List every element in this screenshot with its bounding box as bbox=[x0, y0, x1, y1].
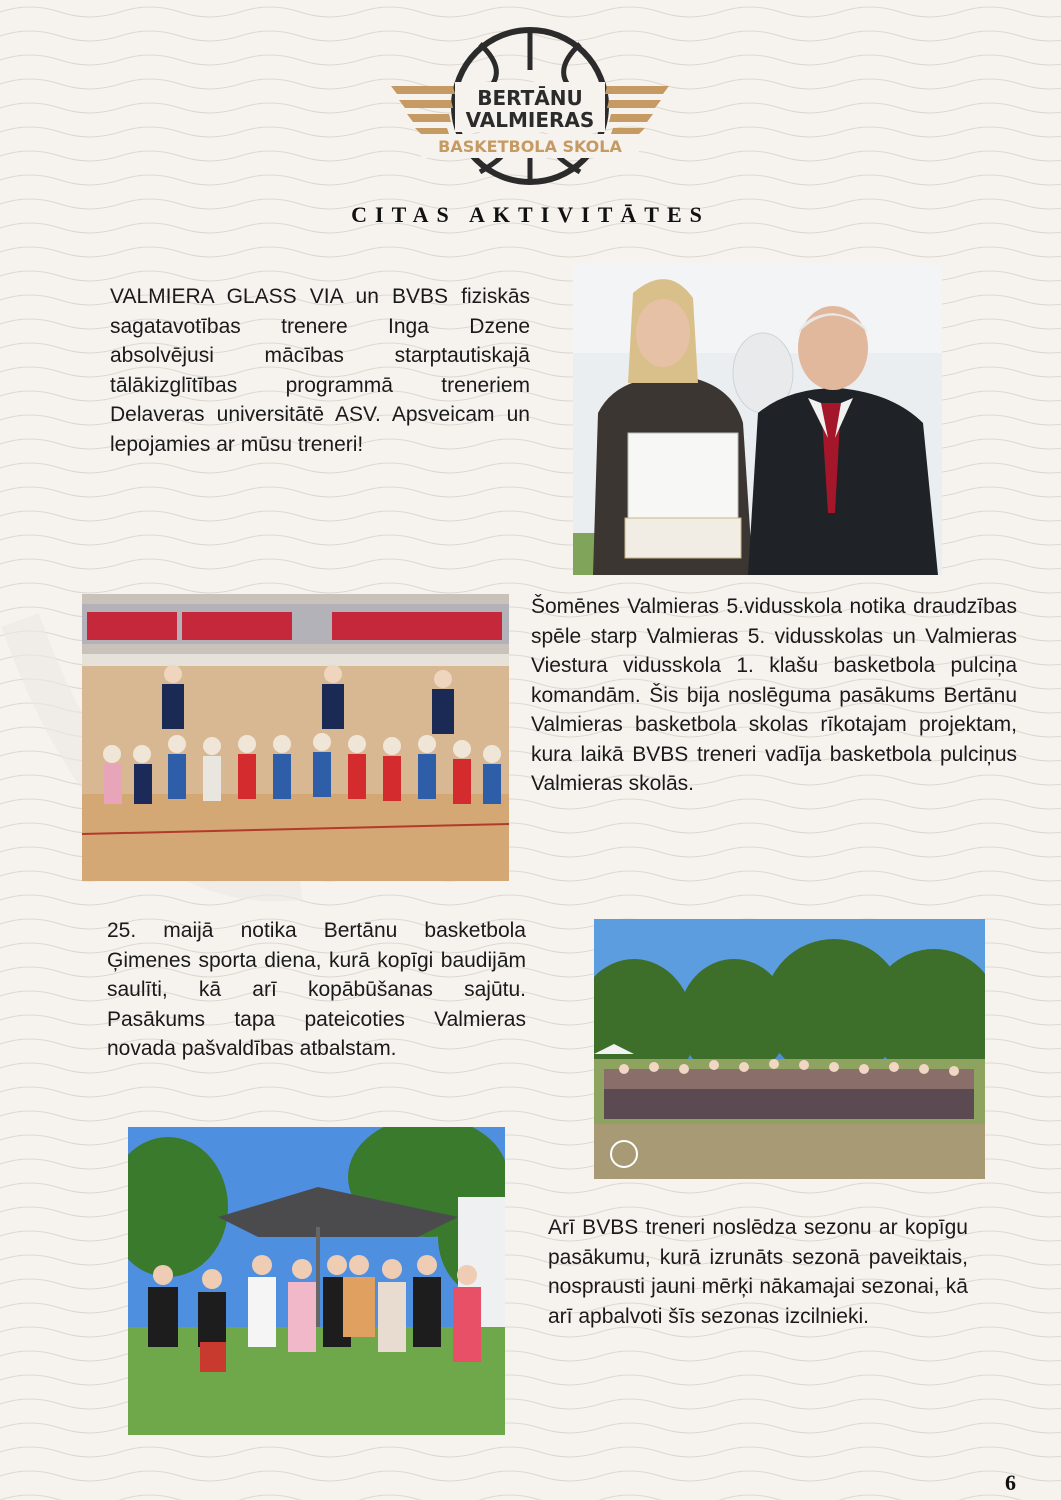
paragraph-friendship-game: Šomēnes Valmieras 5.vidusskola notika draudzības spēle starp Valmieras 5. vidusskolas un Valmieras Viestura vidusskola 1. klašu basketbola pulciņa komandām. Šis bija noslēguma pasākums Bertānu Valmieras basketbola skolas rīkotajam projektam, kura laikā BVBS treneri vadīja basketbola pulciņus Valmieras skolās. bbox=[531, 595, 1017, 795]
paragraph-coach-graduation: VALMIERA GLASS VIA un BVBS fiziskās sagatavotības trenere Inga Dzene absolvējusi mācības starptautiskajā tālākizglītības programmā treneriem Delaveras universitātē ASV. Apsveicam un lepojamies ar mūsu treneri! bbox=[110, 285, 530, 456]
paragraph-family-sports-day: 25. maijā notika Bertānu basketbola Ģimenes sporta diena, kurā kopīgi baudijām saulīti, kā arī kopābūšanas sajūtu. Pasākums tapa pateicoties Valmieras novada pašvaldības atbalstam. bbox=[107, 919, 526, 1060]
logo-line-2: VALMIERAS bbox=[465, 108, 595, 132]
logo-line-3: BASKETBOLA SKOLA bbox=[438, 137, 622, 156]
photo-kids-gym bbox=[82, 594, 509, 881]
school-logo bbox=[385, 22, 675, 190]
page-number: 6 bbox=[1005, 1470, 1016, 1495]
photo-coaches-season-end bbox=[128, 1127, 505, 1435]
photo-family-sports-day bbox=[594, 919, 985, 1179]
photo-coach-certificate bbox=[573, 263, 942, 575]
paragraph-coaches-season-end: Arī BVBS treneri noslēdza sezonu ar kopīgu pasākumu, kurā izrunāts sezonā paveiktais, nosprausti jauni mērķi nākamajai sezonai, kā arī apbalvoti šīs sezonas izcilnieki. bbox=[548, 1216, 968, 1328]
page-heading: CITAS AKTIVITĀTES bbox=[351, 202, 710, 227]
logo-line-1: BERTĀNU bbox=[477, 86, 583, 110]
